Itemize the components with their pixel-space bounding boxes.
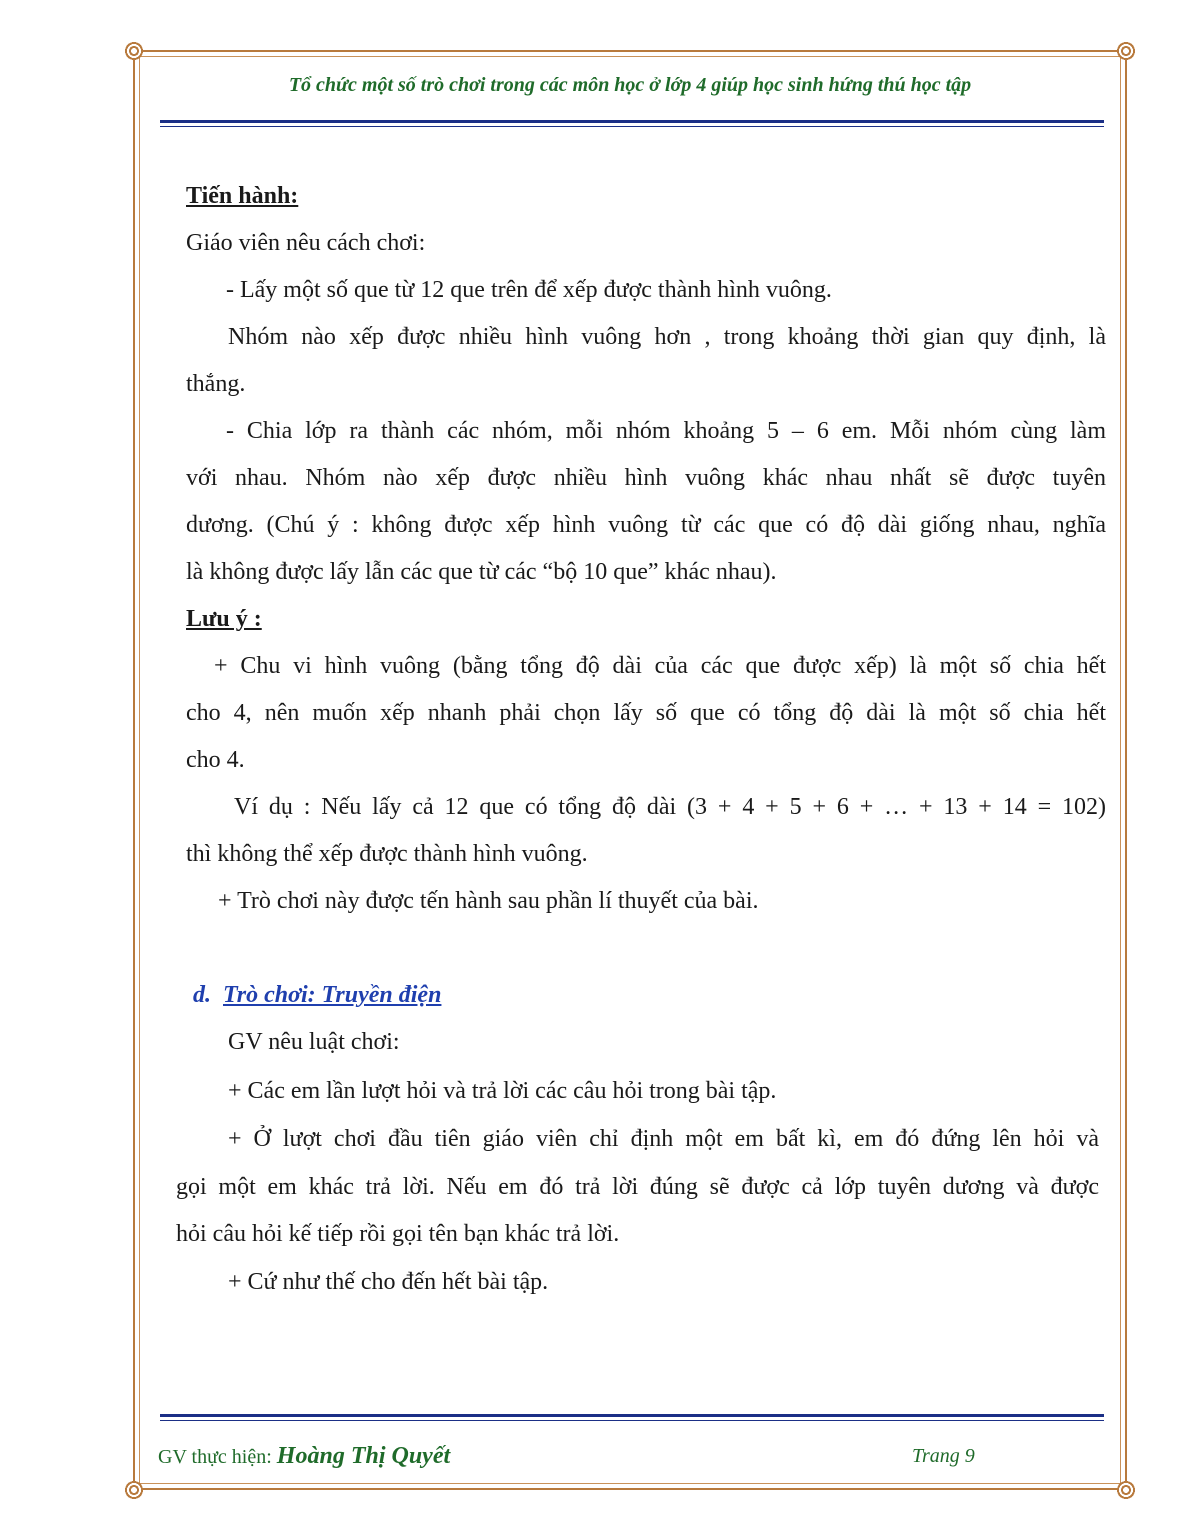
paragraph-line: thì không thể xếp được thành hình vuông.: [186, 841, 588, 867]
corner-ornament-icon: [1116, 1480, 1136, 1500]
author-name: Hoàng Thị Quyết: [276, 1443, 451, 1469]
paragraph-line: cho 4.: [186, 747, 245, 773]
tien-hanh-heading: Tiến hành:: [186, 183, 299, 209]
paragraph-line: cho 4, nên muốn xếp nhanh phải chọn lấy số que có tổng độ dài là một số chia hết: [186, 700, 1106, 726]
page-number: Trang 9: [912, 1445, 975, 1467]
section-d-title: Trò chơi: Truyền điện: [223, 982, 442, 1008]
section-d-label: d.: [193, 982, 211, 1008]
bullet-line: - Lấy một số que từ 12 que trên để xếp được thành hình vuông.: [226, 277, 832, 303]
corner-ornament-icon: [124, 1480, 144, 1500]
paragraph-line: với nhau. Nhóm nào xếp được nhiều hình vuông khác nhau nhất sẽ được tuyên: [186, 465, 1106, 491]
paragraph-line: + Trò chơi này được tến hành sau phần lí thuyết của bài.: [218, 888, 759, 914]
header-divider: [160, 120, 1104, 127]
paragraph-line: là không được lấy lẫn các que từ các “bộ 10 que” khác nhau).: [186, 559, 777, 585]
corner-ornament-icon: [124, 41, 144, 61]
author-label: GV thực hiện:: [158, 1446, 272, 1468]
paragraph-line: + Chu vi hình vuông (bằng tổng độ dài của các que được xếp) là một số chia hết: [214, 653, 1106, 679]
footer-author: [158, 1443, 450, 1470]
paragraph-line: Giáo viên nêu cách chơi:: [186, 230, 426, 256]
paragraph-line: thắng.: [186, 371, 246, 397]
paragraph-line: Nhóm nào xếp được nhiều hình vuông hơn , trong khoảng thời gian quy định, là: [228, 324, 1106, 350]
footer-divider: [160, 1414, 1104, 1421]
paragraph-line: Ví dụ : Nếu lấy cả 12 que có tổng độ dài (3 + 4 + 5 + 6 + … + 13 + 14 = 102): [234, 794, 1106, 820]
rule-line: + Các em lần lượt hỏi và trả lời các câu hỏi trong bài tập.: [228, 1078, 777, 1104]
luu-y-heading: Lưu ý :: [186, 606, 262, 632]
paragraph-line: gọi một em khác trả lời. Nếu em đó trả lời đúng sẽ được cả lớp tuyên dương và được: [176, 1174, 1099, 1200]
section-d-heading: [193, 980, 441, 1010]
rule-line: + Cứ như thế cho đến hết bài tập.: [228, 1269, 549, 1295]
document-header-title: Tổ chức một số trò chơi trong các môn học ở lớp 4 giúp học sinh hứng thú học tập: [288, 74, 972, 96]
paragraph-line: hỏi câu hỏi kế tiếp rồi gọi tên bạn khác trả lời.: [176, 1221, 620, 1247]
corner-ornament-icon: [1116, 41, 1136, 61]
paragraph-line: - Chia lớp ra thành các nhóm, mỗi nhóm khoảng 5 – 6 em. Mỗi nhóm cùng làm: [226, 418, 1106, 444]
paragraph-line: dương. (Chú ý : không được xếp hình vuông từ các que có độ dài giống nhau, nghĩa: [186, 512, 1106, 538]
paragraph-line: GV nêu luật chơi:: [228, 1029, 400, 1055]
rule-line: + Ở lượt chơi đầu tiên giáo viên chỉ định một em bất kì, em đó đứng lên hỏi và: [228, 1126, 1099, 1152]
